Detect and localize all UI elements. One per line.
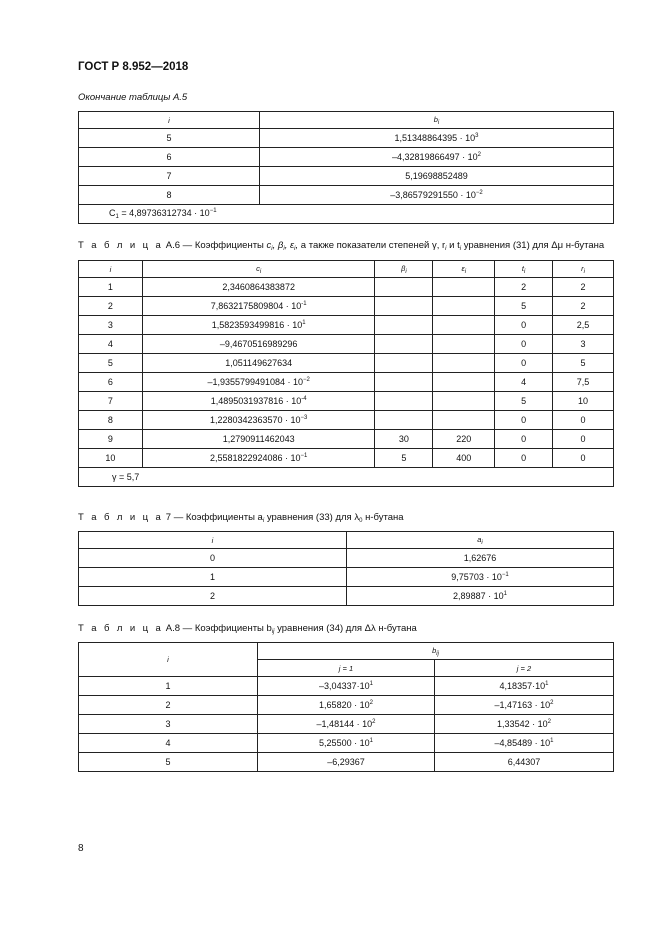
coefficient-eps	[433, 373, 495, 392]
table-a6-header-eps: $\varepsilon_i$	[433, 261, 495, 278]
exponent-r: 3	[553, 335, 614, 354]
table-row	[79, 715, 614, 734]
coefficient-eps	[433, 411, 495, 430]
table-a8	[78, 642, 614, 772]
row-index: 4	[79, 734, 258, 753]
coefficient-c: $1,2280342363570 \cdot 10^{-3}$	[142, 411, 375, 430]
coefficient-beta	[375, 335, 433, 354]
table-row	[79, 411, 614, 430]
table-row	[79, 148, 614, 167]
coefficient-c: $7,8632175809804 \cdot 10^{-1}$	[142, 297, 375, 316]
exponent-r: 0	[553, 411, 614, 430]
table-7-caption: Т а б л и ц а 7 — Коэффициенты $a_i$ уравнения (33) для $\lambda_0$ н-бутана	[78, 512, 404, 524]
table-a6-header-i: i	[79, 261, 143, 278]
row-index: 6	[79, 373, 143, 392]
coefficient-b-j2: $1,33542 \cdot 10^2$	[435, 715, 614, 734]
table-a8-header-b: $b_{ij}$	[258, 643, 614, 660]
coefficient-b: 5,19698852489	[260, 167, 614, 186]
coefficient-eps	[433, 297, 495, 316]
row-index: 9	[79, 430, 143, 449]
row-index: 3	[79, 715, 258, 734]
table-row	[79, 753, 614, 772]
table-a5-caption	[78, 92, 187, 103]
table-a8-header-j1: j = 1	[258, 660, 435, 677]
exponent-t: 0	[495, 449, 553, 468]
coefficient-eps	[433, 278, 495, 297]
coefficient-b-j2: $-4,85489 \cdot 10^1$	[435, 734, 614, 753]
row-index: 1	[79, 568, 347, 587]
coefficient-eps	[433, 392, 495, 411]
coefficient-beta	[375, 392, 433, 411]
row-index: 10	[79, 449, 143, 468]
table-7-header-i: i	[79, 532, 347, 549]
table-a6-header-t: $t_i$	[495, 261, 553, 278]
exponent-r: 7,5	[553, 373, 614, 392]
table-a8-header-i: i	[79, 643, 258, 677]
row-index: 4	[79, 335, 143, 354]
table-row	[79, 316, 614, 335]
row-index: 8	[79, 186, 260, 205]
table-a8-header-j2: j = 2	[435, 660, 614, 677]
row-index: 6	[79, 148, 260, 167]
exponent-r: 2	[553, 297, 614, 316]
table-a5-header-b: $b_i$	[260, 112, 614, 129]
table-a6	[78, 260, 614, 487]
table-a5-caption-text: Окончание таблицы А.5	[78, 92, 188, 103]
document-title: ГОСТ Р 8.952—2018	[78, 61, 189, 73]
coefficient-beta	[375, 297, 433, 316]
table-row	[79, 297, 614, 316]
table-a6-header-beta: $\beta_i$	[375, 261, 433, 278]
coefficient-a: $2,89887 \cdot 10^1$	[347, 587, 614, 606]
table-row	[79, 186, 614, 205]
table-a5-footer: $C_1 = 4,89736312734 \cdot 10^{-1}$	[79, 205, 614, 224]
row-index: 1	[79, 278, 143, 297]
table-row	[79, 677, 614, 696]
coefficient-eps	[433, 335, 495, 354]
table-a5-header-i: i	[79, 112, 260, 129]
coefficient-b-j2: 6,44307	[435, 753, 614, 772]
exponent-r: 0	[553, 449, 614, 468]
coefficient-c: $1,5823593499816 \cdot 10^1$	[142, 316, 375, 335]
exponent-t: 0	[495, 430, 553, 449]
row-index: 0	[79, 549, 347, 568]
coefficient-beta: 30	[375, 430, 433, 449]
coefficient-beta	[375, 373, 433, 392]
coefficient-c: –9,4670516989296	[142, 335, 375, 354]
exponent-t: 0	[495, 316, 553, 335]
coefficient-b-j1: $1,65820 \cdot 10^2$	[258, 696, 435, 715]
row-index: 5	[79, 129, 260, 148]
exponent-t: 4	[495, 373, 553, 392]
coefficient-beta	[375, 316, 433, 335]
exponent-r: 0	[553, 430, 614, 449]
coefficient-a: $9,75703 \cdot 10^{-1}$	[347, 568, 614, 587]
coefficient-b-j2: $-1,47163 \cdot 10^2$	[435, 696, 614, 715]
table-a6-caption: Т а б л и ц а А.6 — Коэффициенты $c_i$, $\beta_i$, $\varepsilon_i$, а также показатели степеней γ, $r_i$ и $t_i$ уравнения (31) для Δμ н-бутана	[78, 240, 605, 252]
row-index: 1	[79, 677, 258, 696]
table-row	[79, 392, 614, 411]
page-number: 8	[78, 843, 84, 854]
coefficient-b-j1: $-1,48144 \cdot 10^2$	[258, 715, 435, 734]
row-index: 3	[79, 316, 143, 335]
table-row	[79, 167, 614, 186]
row-index: 2	[79, 587, 347, 606]
coefficient-b: $1,51348864395 \cdot 10^3$	[260, 129, 614, 148]
table-row	[79, 335, 614, 354]
table-7-header-a: $a_i$	[347, 532, 614, 549]
row-index: 7	[79, 167, 260, 186]
row-index: 2	[79, 297, 143, 316]
exponent-t: 0	[495, 411, 553, 430]
row-index: 5	[79, 753, 258, 772]
exponent-t: 5	[495, 392, 553, 411]
table-a6-header-r: $r_i$	[553, 261, 614, 278]
table-row	[79, 278, 614, 297]
table-a6-header-c: $c_i$	[142, 261, 375, 278]
coefficient-beta	[375, 411, 433, 430]
exponent-r: 2,5	[553, 316, 614, 335]
coefficient-c: $1,4895031937816 \cdot 10^{-4}$	[142, 392, 375, 411]
coefficient-a: 1,62676	[347, 549, 614, 568]
table-row	[79, 568, 614, 587]
coefficient-c: $-1,9355799491084 \cdot 10^{-2}$	[142, 373, 375, 392]
row-index: 8	[79, 411, 143, 430]
table-row	[79, 587, 614, 606]
coefficient-c: 1,051149627634	[142, 354, 375, 373]
coefficient-beta	[375, 278, 433, 297]
table-row	[79, 129, 614, 148]
coefficient-b-j2: $4,18357\cdot 10^1$	[435, 677, 614, 696]
table-row	[79, 696, 614, 715]
table-row	[79, 734, 614, 753]
row-index: 2	[79, 696, 258, 715]
coefficient-beta	[375, 354, 433, 373]
table-row	[79, 373, 614, 392]
table-a8-caption: Т а б л и ц а А.8 — Коэффициенты $b_{ij}$ уравнения (34) для Δλ н-бутана	[78, 623, 417, 635]
table-a6-footer: γ = 5,7	[79, 468, 614, 487]
coefficient-eps	[433, 354, 495, 373]
coefficient-b-j1: –6,29367	[258, 753, 435, 772]
table-a5	[78, 111, 614, 224]
exponent-r: 2	[553, 278, 614, 297]
coefficient-c: 1,2790911462043	[142, 430, 375, 449]
table-row	[79, 449, 614, 468]
coefficient-b: $-3,86579291550 \cdot 10^{-2}$	[260, 186, 614, 205]
coefficient-b-j1: $-3,04337\cdot 10^1$	[258, 677, 435, 696]
row-index: 7	[79, 392, 143, 411]
exponent-t: 0	[495, 335, 553, 354]
exponent-t: 5	[495, 297, 553, 316]
coefficient-c: $2,5581822924086 \cdot 10^{-1}$	[142, 449, 375, 468]
table-row	[79, 354, 614, 373]
coefficient-eps	[433, 316, 495, 335]
exponent-r: 10	[553, 392, 614, 411]
exponent-r: 5	[553, 354, 614, 373]
row-index: 5	[79, 354, 143, 373]
table-row	[79, 549, 614, 568]
coefficient-c: 2,3460864383872	[142, 278, 375, 297]
table-row	[79, 430, 614, 449]
exponent-t: 2	[495, 278, 553, 297]
coefficient-b: $-4,32819866497 \cdot 10^2$	[260, 148, 614, 167]
coefficient-beta: 5	[375, 449, 433, 468]
coefficient-eps: 220	[433, 430, 495, 449]
coefficient-eps: 400	[433, 449, 495, 468]
table-7	[78, 531, 614, 606]
exponent-t: 0	[495, 354, 553, 373]
coefficient-b-j1: $5,25500 \cdot 10^1$	[258, 734, 435, 753]
